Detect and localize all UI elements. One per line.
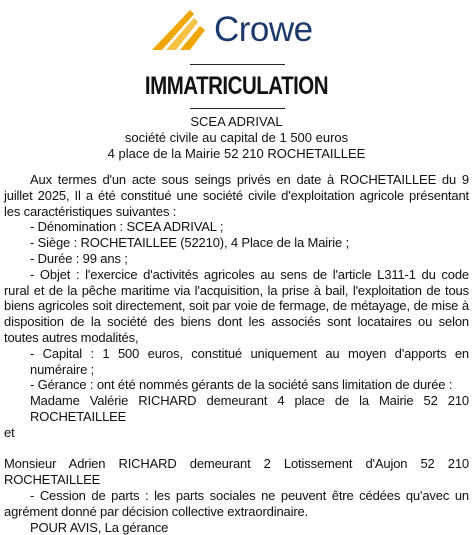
item-siege: - Siège : ROCHETAILLEE (52210), 4 Place de la Mairie ; xyxy=(30,235,349,251)
closing-line: POUR AVIS, La gérance xyxy=(30,519,169,535)
item-duree: - Durée : 99 ans ; xyxy=(30,250,128,266)
item-capital: - Capital : 1 500 euros, constitué uniquement au moyen d'apports en numéraire ; xyxy=(30,345,469,377)
heading-top-rule xyxy=(190,64,285,65)
item-denomination: - Dénomination : SCEA ADRIVAL ; xyxy=(30,219,224,235)
notice-body xyxy=(4,172,469,535)
notice-heading: IMMATRICULATION xyxy=(144,72,329,100)
item-cession: - Cession de parts : les parts sociales ne peuvent être cédées qu'avec un agrément donné par décision collective extraordinaire. xyxy=(4,487,469,519)
company-address: 4 place de la Mairie 52 210 ROCHETAILLEE xyxy=(107,146,366,161)
crowe-logo-mark-icon xyxy=(150,6,208,56)
company-name: SCEA ADRIVAL xyxy=(190,114,283,129)
crowe-logo xyxy=(150,6,340,56)
crowe-logo-text: Crowe xyxy=(214,10,313,49)
gerant-1: Madame Valérie RICHARD demeurant 4 place de la Mairie 52 210 ROCHETAILLEE xyxy=(30,393,469,424)
company-form: société civile au capital de 1 500 euros xyxy=(124,130,349,145)
item-gerance: - Gérance : ont été nommés gérants de la société sans limitation de durée : xyxy=(30,377,453,393)
item-objet: - Objet : l'exercice d'activités agricoles au sens de l'article L311-1 du code rural et de la pêche maritime via l'acquisition, la prise à bail, l'exploitation de tous biens agricoles soit directement, soit par voie de fermage, de métayage, de mise à disposition de la société des biens dont les associés sont locataires ou selon toutes autres modalités, xyxy=(4,266,469,345)
gerant-2: Monsieur Adrien RICHARD demeurant 2 Lotissement d'Aujon 52 210 ROCHETAILLEE xyxy=(4,456,469,488)
heading-bottom-rule xyxy=(190,108,285,109)
spacer xyxy=(4,441,469,457)
conjunction-et: et xyxy=(4,424,15,440)
intro-paragraph: Aux termes d'un acte sous seings privés en date à ROCHETAILLEE du 9 juillet 2025, Il a été constitué une société civile d'exploitation agricole présentant les caractéristiques suivantes : xyxy=(4,172,469,219)
